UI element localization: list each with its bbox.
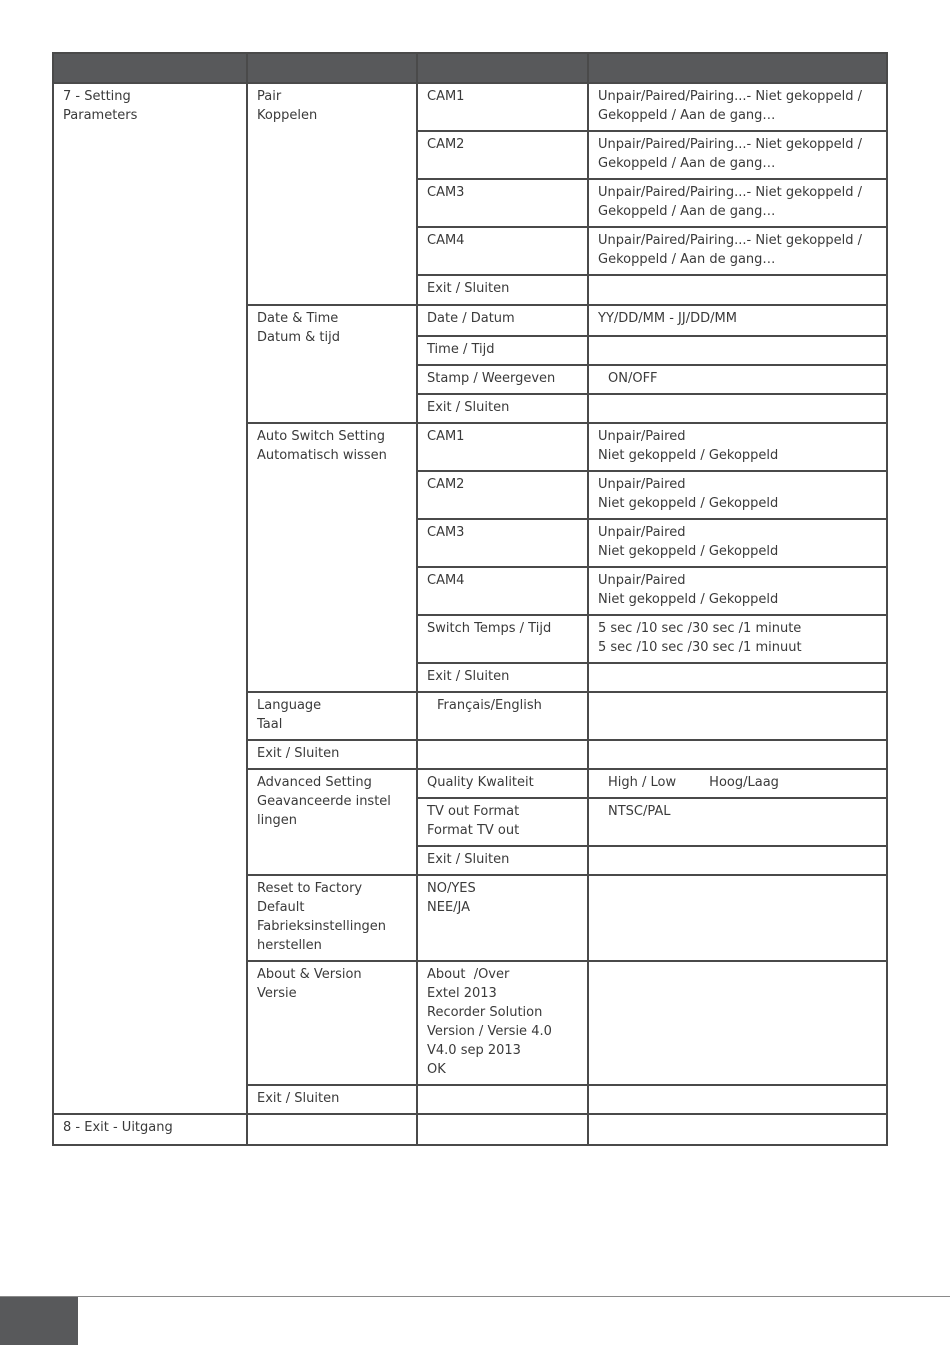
option-cell: Switch Temps / Tijd — [417, 615, 588, 663]
header-cell-value — [588, 53, 887, 83]
value-cell: YY/DD/MM - JJ/DD/MM — [588, 305, 887, 336]
option-cell: TV out Format Format TV out — [417, 798, 588, 846]
value-cell: Unpair/Paired/Pairing...- Niet gekoppeld / Gekoppeld / Aan de gang… — [588, 227, 887, 275]
option-cell: About /Over Extel 2013 Recorder Solution Version / Versie 4.0 V4.0 sep 2013 OK — [417, 961, 588, 1085]
submenu-cell-reset: Reset to Factory Default Fabrieksinstellingen herstellen — [247, 875, 417, 961]
value-cell: 5 sec /10 sec /30 sec /1 minute 5 sec /10 sec /30 sec /1 minuut — [588, 615, 887, 663]
value-cell: High / Low Hoog/Laag — [588, 769, 887, 798]
value-cell — [588, 740, 887, 769]
header-row — [53, 53, 887, 83]
option-cell: Exit / Sluiten — [417, 275, 588, 305]
value-cell: ON/OFF — [588, 365, 887, 394]
submenu-cell-about: About & Version Versie — [247, 961, 417, 1085]
option-cell: NO/YES NEE/JA — [417, 875, 588, 961]
header-cell-option — [417, 53, 588, 83]
submenu-cell-pair: Pair Koppelen — [247, 83, 417, 305]
value-cell — [588, 336, 887, 365]
submenu-cell-advanced: Advanced Setting Geavanceerde instel lingen — [247, 769, 417, 875]
value-cell: Unpair/Paired/Pairing...- Niet gekoppeld / Gekoppeld / Aan de gang… — [588, 131, 887, 179]
value-cell — [588, 663, 887, 692]
option-cell: CAM2 — [417, 131, 588, 179]
option-cell: Exit / Sluiten — [417, 394, 588, 423]
option-cell — [417, 740, 588, 769]
option-cell: Quality Kwaliteit — [417, 769, 588, 798]
submenu-cell-date-time: Date & Time Datum & tijd — [247, 305, 417, 423]
value-cell — [588, 846, 887, 875]
option-cell: CAM4 — [417, 227, 588, 275]
value-cell — [588, 394, 887, 423]
submenu-cell-language: Language Taal — [247, 692, 417, 740]
option-cell: Stamp / Weergeven — [417, 365, 588, 394]
option-cell: CAM1 — [417, 423, 588, 471]
value-cell — [588, 875, 887, 961]
submenu-cell-auto-switch: Auto Switch Setting Automatisch wissen — [247, 423, 417, 692]
footer-rule — [0, 1296, 950, 1297]
option-cell: CAM4 — [417, 567, 588, 615]
value-cell: Unpair/Paired/Pairing...- Niet gekoppeld / Gekoppeld / Aan de gang… — [588, 179, 887, 227]
table-header — [53, 53, 887, 83]
header-cell-submenu — [247, 53, 417, 83]
option-cell: Français/English — [417, 692, 588, 740]
table-row — [53, 1114, 887, 1145]
table-row — [53, 83, 887, 131]
value-cell: Unpair/Paired Niet gekoppeld / Gekoppeld — [588, 519, 887, 567]
menu-cell-exit: 8 - Exit - Uitgang — [53, 1114, 247, 1145]
header-cell-menu — [53, 53, 247, 83]
value-cell — [588, 1085, 887, 1114]
option-cell: Time / Tijd — [417, 336, 588, 365]
value-cell: Unpair/Paired Niet gekoppeld / Gekoppeld — [588, 423, 887, 471]
option-cell: Exit / Sluiten — [417, 846, 588, 875]
option-cell: CAM3 — [417, 519, 588, 567]
value-cell — [588, 692, 887, 740]
menu-cell-setting: 7 - Setting Parameters — [53, 83, 247, 1114]
option-cell — [417, 1085, 588, 1114]
value-cell — [588, 1114, 887, 1145]
value-cell: NTSC/PAL — [588, 798, 887, 846]
value-cell — [588, 275, 887, 305]
submenu-cell-exit: Exit / Sluiten — [247, 1085, 417, 1114]
page-number-tab — [0, 1297, 78, 1345]
value-cell: Unpair/Paired Niet gekoppeld / Gekoppeld — [588, 471, 887, 519]
option-cell: Date / Datum — [417, 305, 588, 336]
submenu-cell — [247, 1114, 417, 1145]
settings-menu-table — [52, 52, 888, 1146]
option-cell: Exit / Sluiten — [417, 663, 588, 692]
value-cell: Unpair/Paired/Pairing...- Niet gekoppeld / Gekoppeld / Aan de gang… — [588, 83, 887, 131]
option-cell: CAM1 — [417, 83, 588, 131]
submenu-cell-exit: Exit / Sluiten — [247, 740, 417, 769]
option-cell: CAM2 — [417, 471, 588, 519]
option-cell — [417, 1114, 588, 1145]
value-cell — [588, 961, 887, 1085]
value-cell: Unpair/Paired Niet gekoppeld / Gekoppeld — [588, 567, 887, 615]
option-cell: CAM3 — [417, 179, 588, 227]
